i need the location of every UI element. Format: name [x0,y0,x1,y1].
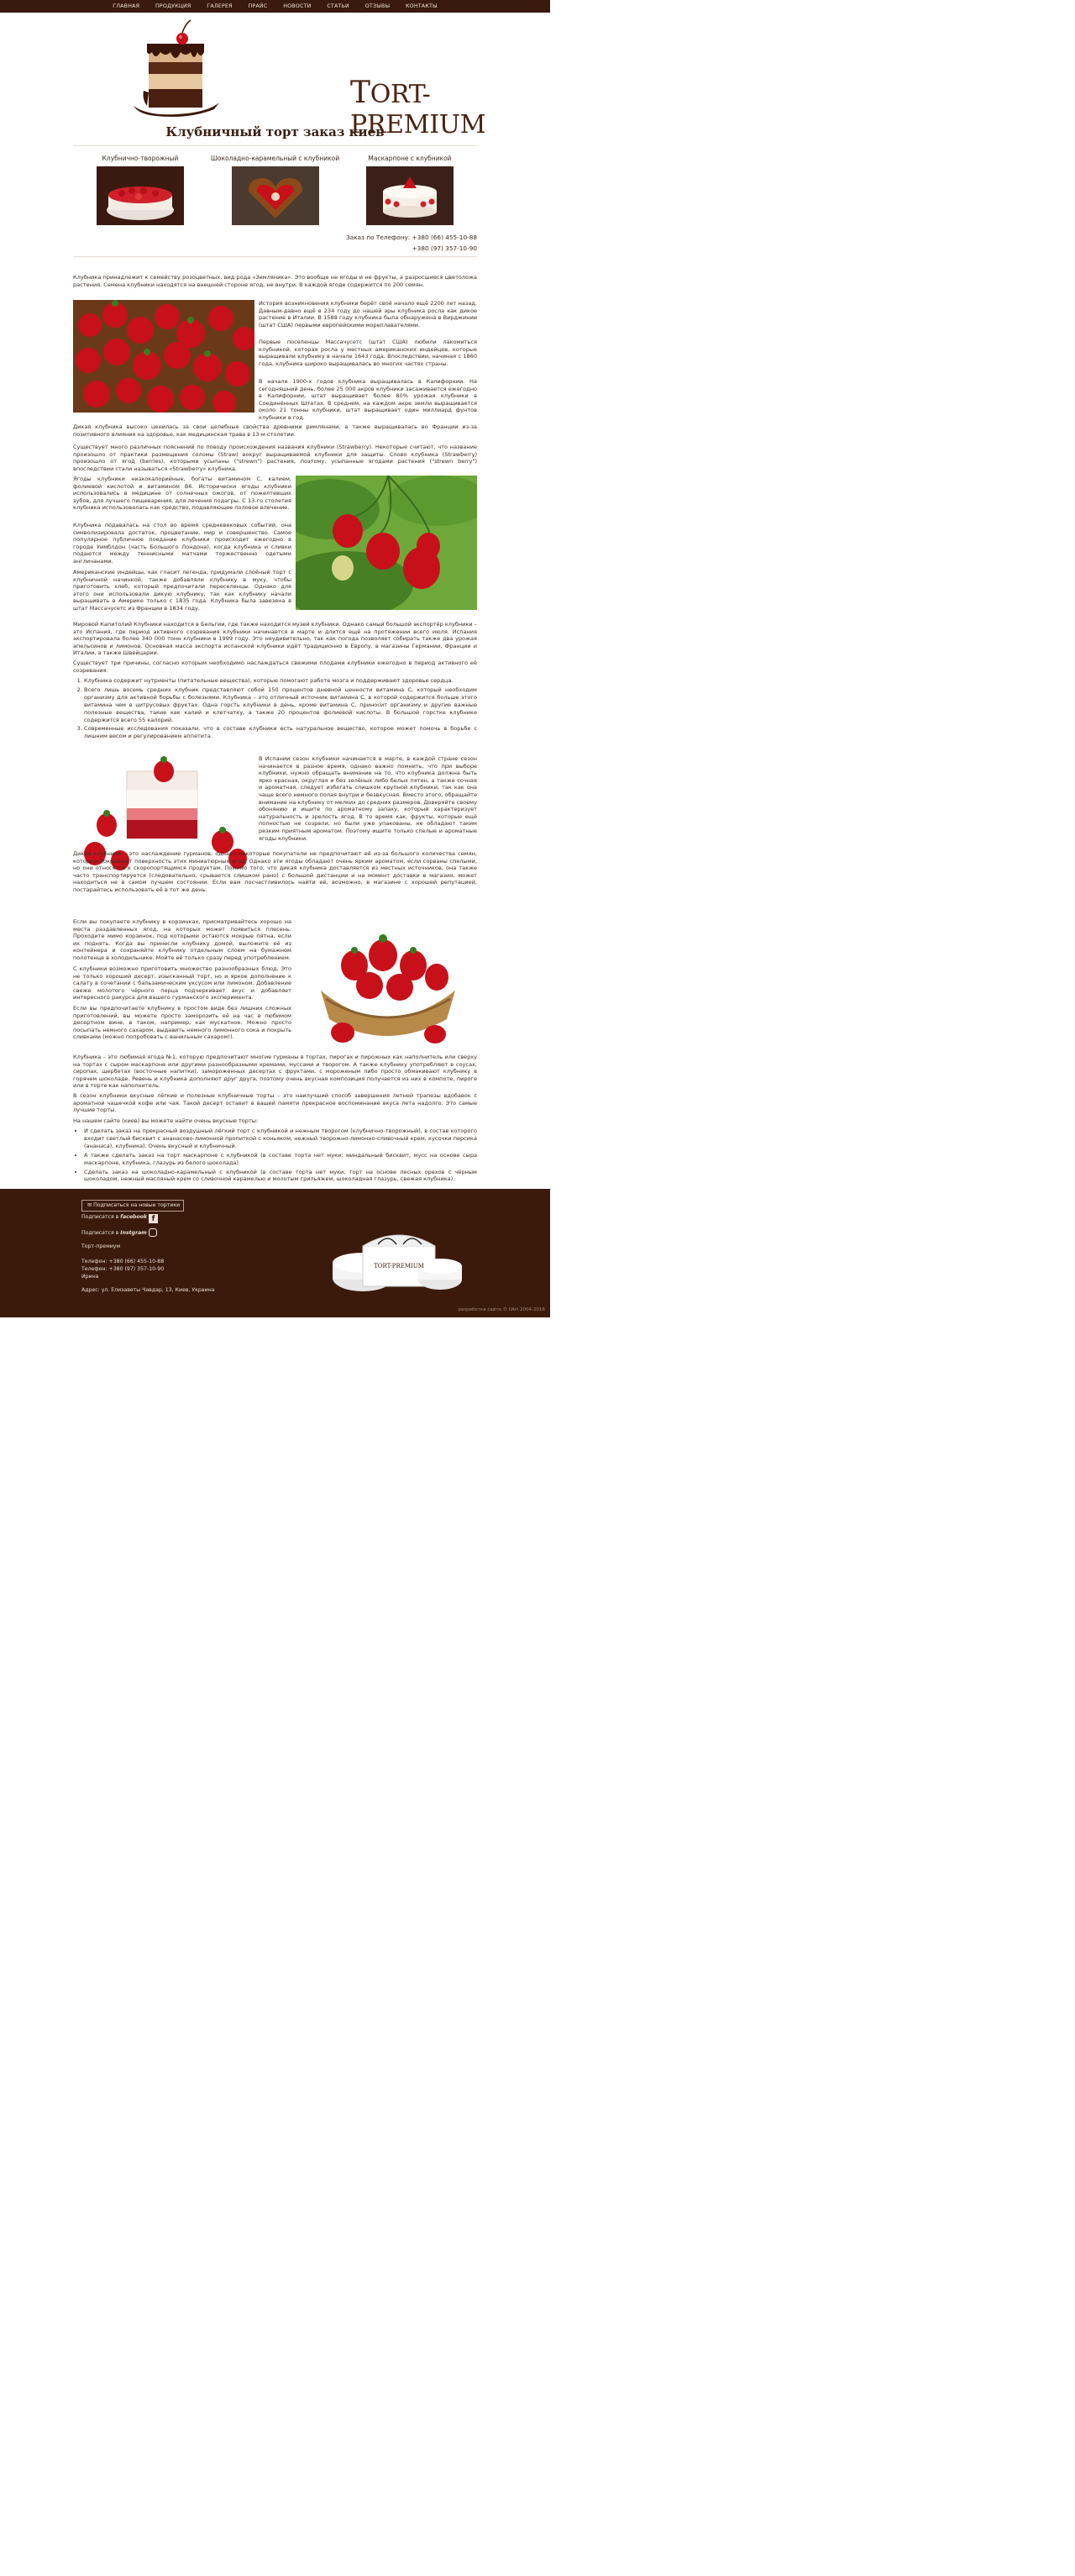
list-item: • А также сделать заказ на торт маскарпоне с клубникой (в составе торта нет муки; миндальный бисквит, мусс на основе сыра маскарпоне, клубника, глазурь из белого шоколада) [84,1152,477,1167]
nav-item[interactable]: ПРАЙС [248,3,268,9]
cake-image-strawberry-curd[interactable] [97,166,184,225]
paragraph: Клубника принадлежит к семейству розоцветных, вид рода «Земляника». Это вообще не ягоды и не фрукты, а разросшиеся цветоложа растения. Семена клубники находятся на внешней стороне ягод, не внутри. В каждой ягоде содержится по 200 семян. [73,274,477,288]
photo-cake-boxes [329,1229,464,1298]
cake-label: Маскарпоне с клубникой [368,155,452,162]
photo-strawberries-basket [73,300,254,413]
photo-strawberry-wicker-basket [296,918,477,1048]
list-item: 2. Всего лишь восемь средних клубник представляют собой 150 процентов дневной ценности витамина С, который необходим организму для активной борьбы с болезнями. Клубника – это отличный источник витамина С, в которой содержится больше этого витамина чем в цитрусовых фруктах. Одна горсть клубники в день, кроме витамина С, приносит организму и другие важные полезные вещества, такие как калий и клетчатку, а также 20 процентов фолиевой кислоты. В большой горстке клубнике содержится всего 55 калорий. [84,686,477,724]
paragraph: В начале 1900-х годов клубника выращивалась в Калифорнии. На сегодняшний день, более 25 000 акров клубники засаживается ежегодно в Калифорнии, штат выращивает более 80% урожая клубники в Соединённых Штатах. В среднем, на каждом акре земли выращивается около 21 тонны клубники, штат выращивает один миллиард фунтов клубники в год. [259,378,477,421]
paragraph: В Испании сезон клубники начинается в марте, в каждой стране сезон начинается в разное время, однако важно помнить, что при выборе клубники, нужно обращать внимание на то, что клубника должна быть ярко красная, округлая и без зелёных либо белых пятен, а также сочная и ароматная, следует избегать слишком крупной клубники, так как она чаще всего немного полая внутри и безвкусная. Вместо этого, обращайте внимание на клубнику от мелких до средних размеров. Доверяйте своему обонянию и ищите по ароматному запаху, который характеризует натуральность и зрелость ягод. В то время как, фрукты, которые ещё полностью не созрели, но были уже упакованы, не обладают таким резким приятным ароматом. Поэтому ищите только спелые и ароматные ягоды клубники. [259,755,477,842]
ordered-list [73,677,477,742]
divider [73,256,477,257]
paragraph: Если вы предпочитаете клубнику в простом виде без лишних сложных приготовлений, вы можете просто заморозить её на час в любимом десертном вине, в таком, например, как мускатное. Можно просто посыпать немного сахаром, выдавить немного лимонного сока и покрыть сливками (можно попробовать с ванильным сахаром!). [73,1005,291,1041]
nav-item[interactable]: ПРОДУКЦИЯ [155,3,191,9]
envelope-icon: ✉ [87,1202,92,1208]
page-title: Клубничный торт заказ киев [165,124,385,139]
cake-card-choco-caramel[interactable] [207,155,343,227]
list-item: 3. Современные исследования показали, что в составе клубники есть натуральное вещество, которое может помочь в борьбе с лишним весом и регулированием аппетита. [84,725,477,740]
nav-list [0,0,550,13]
paragraph: История возникновения клубники берёт своё начало ещё 2200 лет назад. Давным-давно ещё в 234 году до нашей эры клубника росла как дикое растение в Италии. В 1588 году клубника была обнаружена в Вирджинии (штат США) первыми европейскими мореплавателями. [259,300,477,329]
paragraph: Первые поселенцы Массачусетс (штат США) любили лакомиться клубникой, которая росла у местных американских индейцев, которые выращивали клубнику в начале 1643 года. Впоследствии, начиная с 1860 года, клубника широко выращивалась во многих частях страны. [259,339,477,367]
top-navigation [0,0,550,13]
nav-item[interactable]: ОТЗЫВЫ [364,3,391,9]
paragraph: На нашем сайте (киев) вы можете найти очень вкусные торты: [73,1117,259,1124]
footer-phone-2: Телефон: +380 (97) 357-10-90 [81,1266,165,1272]
instagram-icon[interactable] [149,1228,157,1237]
box-logo-text: TORT-PREMIUM [374,1263,424,1270]
cake-image-choco-caramel[interactable] [232,166,319,225]
subscribe-label: Подписаться на новые тортики [93,1202,181,1208]
footer-brand: Торт-премиум [81,1243,121,1249]
order-phone-2: +380 (97) 357-10-90 [412,244,477,252]
nav-item[interactable]: СТАТЬИ [327,3,349,9]
list-item: 1. Клубника содержит нутриенты (питательные вещества), которые помогают работе мозга и поддерживают здоровье сердца. [84,677,477,685]
cake-card-strawberry-curd[interactable] [73,155,207,227]
facebook-icon[interactable]: f [149,1214,158,1223]
paragraph: В сезон клубники вкусные лёгкие и полезные клубничные торты – это наилучший способ завершения летней трапезы вдобавок с ароматной чашечкой кофе или чая. Такой десерт оставит в вашей памяти прекрасное воспоминание вкуса лета надолго. Это самые лучшие торты. [73,1092,477,1114]
cake-logo-icon [130,15,223,118]
paragraph: С клубники возможно приготовить множество разнообразных блюд. Это не только хороший десерт, изысканный торт, но и яркое дополнение к салату в сочетании с бальзамическим уксусом или лимоном. Добавление свеже молотого чёрного перца подчеркивает вкус и добавляет интересного ракурса для вашего гурманского эксперимента. [73,965,291,1001]
bullet-list [73,1128,477,1185]
footer-contact-name: Ирина [81,1274,99,1280]
nav-item[interactable]: КОНТАКТЫ [406,3,438,9]
cake-label: Шоколадно-карамельный с клубникой [210,155,340,162]
paragraph: Если вы покупаете клубнику в корзинках, присматривайтесь хорошо на места раздавленных ягод, на которых может появиться плесень. Проходите мимо корзинок, под которыми остаются мокрые пятна, если их поднять. Когда вы принесли клубнику домой, выложите её из контейнера и сохраняйте клубнику отдельным слоем на бумажном полотенце в холодильнике. Мойте её только сразу перед употреблением. [73,918,291,961]
nav-item[interactable]: НОВОСТИ [283,3,312,9]
logo-text: TORT-PREMIUM [350,76,486,139]
paragraph: Существует три причины, согласно которым необходимо наслаждаться свежими плодами клубники ежегодно в период активного её созревания: [73,660,477,674]
instagram-link[interactable]: Подписатся в Instgram [81,1228,157,1237]
photo-strawberry-plant [296,476,477,610]
footer-address: Адрес: ул. Елизаветы Чавдар, 13, Киев, Украина [81,1287,215,1293]
paragraph: Клубника подавалась на стол во время средневековых событий, она символизировала достаток, процветание, мир и совершенство. Самое популярное публичное поедание клубники происходит ежегодно в городе Уимблдон (часть Большого Лондона), когда клубника и сливки подаются между теннисными матчами торжественно одетыми англичанами. [73,522,291,565]
paragraph: Существует много различных пояснений по поводу происхождения названия клубники (Strawberry). Некоторые считают, что название произошло от практики размещения соломы (Straw) вокруг выращиваемой клубники для защиты. Слово клубника (Strawberry) произошло от ягод (berries), которыми усыпаны ("strewn") растения, поэтому, усыпанные ягодами растения ("strewn berry") впоследствии стали называться «Strawberry» клубника. [73,444,477,472]
paragraph: Дикая клубника – это наслаждение гурманов, однако некоторые покупатели не предпочитают её из-за большого количества семян, которые покрывают поверхность этих миниатюрных ягод. Однако эти ягоды обладают очень ярким ароматом, если сорваны спелыми, но они относятся к скоропортящимся продуктам. Помимо того, что дикая клубника доставляется из местных источников, она также часто транспортируется (следовательно, срывается слишком рано) с большой дистанции и на момент доставки в магазин, может находиться не в самом лучшем состоянии. Если вам посчастливилось найти её, возможно, в магазине с хорошей репутацией, постарайтесь использовать её в тот же день. [73,850,477,893]
paragraph: Дикая клубника высоко ценилась за свои целебные свойства древними римлянами, а также выращивалась во Франции из-за позитивного влияния на здоровье, как медицинская трава в 13-м столетии. [73,423,477,438]
order-phone-1: Заказ по Телефону: +380 (66) 455-10-88 [346,234,477,241]
paragraph: Ягоды клубники низкокалорийные, богаты витамином С, калием, фолиевой кислотой и витамином В6. Исторически ягоды клубники использовались в медицине от солнечных ожогов, от пожелтевших зубов, для лучшего пищеварения, для лечения подагры. С 13-го столетия клубника использовалась как средство, подавляющее половое влечение. [73,476,291,512]
paragraph: Мировой Капитолий Клубники находится в Бельгии, где также находится музей клубники. Однако самый большой экспортёр клубники – это Испания, где период активного созревания клубники начинается в марте и длится ещё на протяжении всего июля. Испания экспортировала более 340 000 тонн клубники в 1999 году. Это неудивительно, так как погода позволяет собирать также два урожая апельсинов и лимонов. Основная масса экспорта испанской клубники идёт традиционно в Европу, в магазины Германии, Франции и Италии, а также Швейцарии. [73,621,477,657]
nav-item[interactable]: ГАЛЕРЕЯ [207,3,233,9]
nav-item[interactable]: ГЛАВНАЯ [113,3,140,9]
cake-image-mascarpone[interactable] [366,166,454,225]
paragraph: Американские индейцы, как гласит легенда, придумали слоёный торт с клубничной начинкой, также добавляли клубнику в муку, чтобы приготовить хлеб, который предпочитали переселенцы. Однако для этого они использовали дикую клубнику, так как клубнику начали выращивать в Америке только с 1835 года. Клубника была завезена в штат Массачусетс из Франции в 1834 году. [73,569,291,612]
footer-phone-1: Телефон: +380 (66) 455-10-88 [81,1259,165,1264]
developer-credit[interactable]: разработка сайта © IlArt 2004-2016 [458,1307,545,1312]
facebook-link[interactable]: Подписатся в facebook f [81,1214,158,1223]
list-item: • И сделать заказ на прекрасный воздушный лёгкий торт с клубникой и нежным творогом (клубнично-творожный), в состав которого входит светлый бисквит с ананасово-лимонной пропиткой с коньяком, нежный творожно-лимонно-сливочный крем, кусочки персика (ананаса), клубника). Очень вкусный и клубничный. [84,1128,477,1150]
subscribe-button[interactable] [81,1200,184,1212]
paragraph: Клубника – это любимая ягода №1, которую предпочитают многие гурманы в тортах, пирогах и пирожных как наполнитель или сверху на тортах с сыром маскарпоне или другими разнообразными кремами, муссами и творогом. А также клубнику употребляют в соусах, сиропах, щербетах (восточные напитки), замороженных десертах с фруктами, с мороженым либо просто обмакивают клубнику в горячем шоколаде. Ревень и клубника дополняют друг друга, поэтому очень вкусная композиция получается из них в компоте, пироге или в торте как наполнитель. [73,1054,477,1090]
cake-card-mascarpone[interactable] [343,155,477,227]
divider [73,145,477,146]
list-item: • Сделать заказ на шоколадно-карамельный с клубникой (в составе торта нет муки; торт на основе лесных орехов с чёрным шоколадом, нежный масляный крем со сливочной карамелью и молотым грильяжем, шоколадная глазурь, свежая клубника). [84,1169,477,1184]
cake-label: Клубнично-творожный [102,155,179,162]
